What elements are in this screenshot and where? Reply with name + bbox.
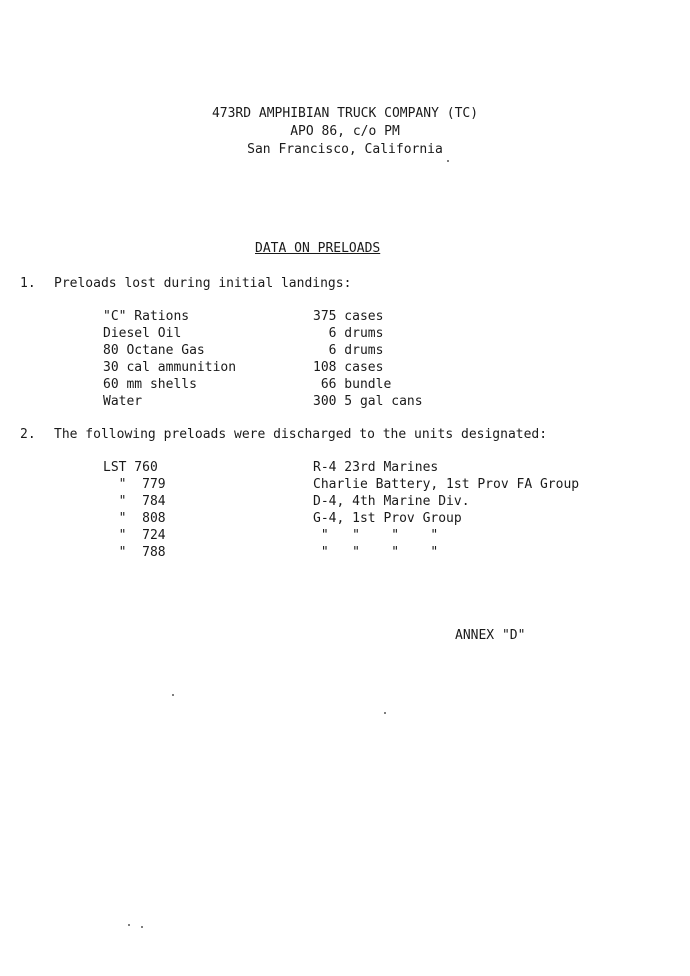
scan-speck (172, 694, 174, 696)
scan-speck (128, 924, 130, 926)
list-item-label: Water (103, 394, 143, 409)
unit-designation: R-4 23rd Marines (313, 460, 439, 475)
lst-number: " 779 (103, 477, 166, 492)
lst-number: " 808 (103, 511, 166, 526)
scan-speck (447, 160, 449, 162)
section-2-heading: The following preloads were discharged to the units designated: (54, 427, 548, 442)
list-item-qty: 6 drums (313, 326, 384, 341)
unit-designation: G-4, 1st Prov Group (313, 511, 462, 526)
scan-speck (141, 926, 143, 928)
section-2-number: 2. (20, 427, 36, 442)
lst-number: " 784 (103, 494, 166, 509)
unit-designation: " " " " (313, 545, 439, 560)
scan-speck (384, 712, 386, 714)
list-item-label: 60 mm shells (103, 377, 197, 392)
header-line-1: 473RD AMPHIBIAN TRUCK COMPANY (TC) (211, 106, 479, 121)
page-title: DATA ON PRELOADS (255, 241, 381, 256)
header-line-3: San Francisco, California (247, 142, 443, 157)
list-item-qty: 108 cases (313, 360, 384, 375)
header-line-2: APO 86, c/o PM (290, 124, 400, 139)
section-1-heading: Preloads lost during initial landings: (54, 276, 352, 291)
list-item-qty: 66 bundle (313, 377, 392, 392)
unit-designation: Charlie Battery, 1st Prov FA Group (313, 477, 580, 492)
unit-designation: " " " " (313, 528, 439, 543)
list-item-label: 80 Octane Gas (103, 343, 205, 358)
annex-label: ANNEX "D" (455, 628, 526, 643)
list-item-label: "C" Rations (103, 309, 190, 324)
lst-number: " 788 (103, 545, 166, 560)
list-item-label: Diesel Oil (103, 326, 182, 341)
unit-designation: D-4, 4th Marine Div. (313, 494, 470, 509)
section-1-number: 1. (20, 276, 36, 291)
list-item-qty: 375 cases (313, 309, 384, 324)
list-item-qty: 6 drums (313, 343, 384, 358)
lst-number: LST 760 (103, 460, 158, 475)
list-item-qty: 300 5 gal cans (313, 394, 423, 409)
list-item-label: 30 cal ammunition (103, 360, 237, 375)
lst-number: " 724 (103, 528, 166, 543)
